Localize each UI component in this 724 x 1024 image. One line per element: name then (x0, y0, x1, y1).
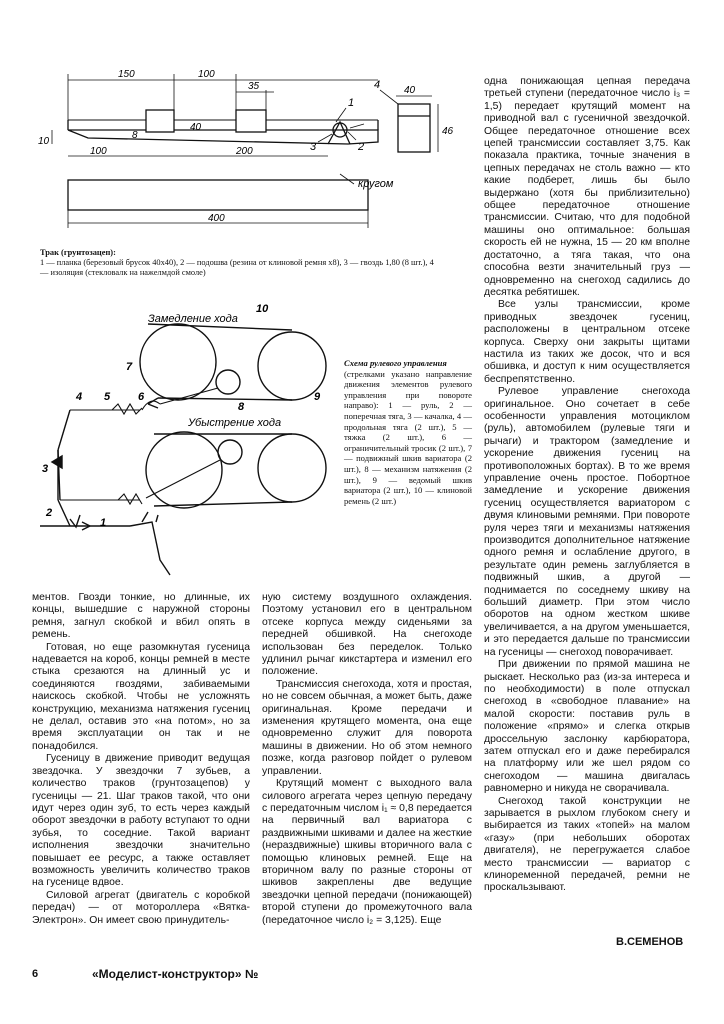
steering-caption-text: (стрелками указано направление движения элементов рулевого управления при повороте направо): 1 — руль, 2 — поперечная тяга, 3 — качалка, 4 — продольная тяга (2 шт.), 5 — тяжка (2 шт.), 6 — ограничительный тросик (2 шт.), 7 — подвижный шкив вариатора (2 шт.), 8 — механизм натяжения (2 шт.), 9 — ведомый шкив вариатора (2 шт.), 10 — клиновой ремень (2 шт.) (344, 368, 472, 506)
callout-2: 2 (358, 141, 365, 153)
dim-8: 8 (132, 130, 138, 141)
dim-150: 150 (118, 69, 135, 80)
label-slowdown: Замедление хода (148, 313, 238, 325)
track-caption (40, 248, 440, 278)
num-3: 3 (42, 463, 49, 475)
track-drawing (28, 60, 484, 236)
paragraph: одна понижающая цепная передача третьей ступени (передаточное число i₃ = 1,5) передает крутящий момент на приводной вал с гусеничной звездочкой. Общее передаточное отношение всех цепей трансмиссии составляет 3,75. Как показала практика, точные значения в цепных передачах не столь важно — кто какие подберет, лишь бы было выдержано (хотя бы приблизительно) общее передаточное отношение трансмиссии. Считаю, что для подобной машины оно оптимальное: большая скорость ей не нужна, 15 — 20 км вполне достаточно, а тяга такая, что она способна везти значительный груз — одновременно на снегоход садились до десятка ребятишек. (484, 76, 690, 298)
dim-400: 400 (208, 213, 225, 224)
dim-40: 40 (190, 122, 202, 133)
dim-100-top: 100 (198, 69, 215, 80)
dim-100-bottom: 100 (90, 146, 107, 157)
page-number: 6 (32, 968, 39, 980)
paragraph: Крутящий момент с выходного вала силового агрегата через цепную передачу с передаточным числом i₁ ≈ 0,8 передается на первичный вал вариатора с раздвижными шкивами и далее на жесткие (нераздвижные) шкивы вторичного вала с помощью клиновых ремней. Еще на вторичном валу по разные стороны от шкивов закреплены две ведущие звездочки цепной передачи (понижающей) второй ступени до промежуточного вала (передаточное число i₂ = 3,125). Еще (262, 778, 472, 926)
num-9: 9 (314, 391, 321, 403)
steering-diagram (30, 300, 340, 585)
paragraph: Все узлы трансмиссии, кроме приводных звездочек гусениц, расположены в центральном отсеке корпуса. Сверху они закрыты щитами настила из таких же досок, что и вся обшивка, и доступ к ним осуществляется беспрепятственно. (484, 299, 690, 385)
paragraph: При движении по прямой машина не рыскает. Несколько раз (из-за интереса и по необходимости) в поле отпускал снегоход в «свободное плавание» на малой скорости: поставив руль в положение «прямо» и слегка открыв дроссельную заслонку карбюратора, затем отпускал его и даже перебирался на платформу или же шел рядом со снегоходом — машина двигалась равномерно и никуда не сворачивала. (484, 659, 690, 795)
steering-caption-title: Схема рулевого управления (344, 358, 447, 368)
track-caption-title: Трак (грунтозацеп): (40, 248, 116, 257)
callout-3: 3 (310, 141, 317, 153)
num-8: 8 (238, 401, 245, 413)
label-krugom: кругом (358, 178, 394, 190)
paragraph: Рулевое управление снегохода оригинальное. Оно сочетает в себе особенности управления мотоциклом (руль), автомобилем (рулевые тяги и рычаги) и трактором (замедление и ускорение движения гусениц на противоположных бортах). В то же время управление очень простое. Побортное замедление и ускорение движения гусениц осуществляется вариатором с двумя клиновыми ремнями. При повороте руля через тяги и механизмы натяжения производится дополнительное натяжение одного ремня и ослабление другого, в результате один ремень заглубляется в подвижный шкив, а другой — поднимается по соседнему шкиву на больший диаметр. При этом число оборотов на одном жестком шкиве увеличивается, а на другом уменьшается, и это передается дальше по трансмиссии на гусеницы — снегоход поворачивает. (484, 386, 690, 658)
num-6: 6 (138, 391, 145, 403)
paragraph: Силовой агрегат (двигатель с коробкой передач) — от мотороллера «Вятка-Электрон». Он имеет свою принудитель- (32, 889, 250, 926)
callout-1: 1 (348, 97, 355, 109)
dim-35: 35 (248, 81, 260, 92)
paragraph: Гусеницу в движение приводит ведущая звездочка. У звездочки 7 зубьев, а количество траков (грунтозацепов) у гусеницы — 21. Шаг траков такой, что они идут через один зуб, то есть через каждый оборот звездочки в работу вступают то одни зубья, то соседние. Такой вариант исполнения звездочки значительно повышает ее ресурс, а также оставляет возможность увеличить количество траков на гусенице вдвое. (32, 753, 250, 889)
paragraph: Трансмиссия снегохода, хотя и простая, но не совсем обычная, а может быть, даже оригинальная. Кроме передачи и изменения крутящего момента, она еще одновременно служит для поворота машины в движении. Но об этом немного позже, когда разговор пойдет о рулевом управлении. (262, 678, 472, 777)
num-5: 5 (104, 391, 111, 403)
text-column-left (32, 592, 250, 927)
track-caption-text: 1 — планка (березовый брусок 40х40), 2 — подошва (резина от клиновой ремня х8), 3 — гвоздь 1,80 (8 шт.), 4 — изоляция (стекловалк на нажелмдой смоле) (40, 258, 434, 277)
paragraph: ную систему воздушного охлаждения. Поэтому установил его в центральном отсеке корпуса между сиденьями за передней обшивкой. На снегоходе использован без переделок. Только удлинил рычаг кикстартера и изменил его положение. (262, 592, 472, 678)
author-signature: В.СЕМЕНОВ (616, 936, 684, 948)
paragraph: Снегоход такой конструкции не зарывается в рыхлом глубоком снегу и выбирается из таких «топей» на малом «газу» (при небольших оборотах двигателя), не перегружается слабое место трансмиссии — вариатор с клиноременной передачей, ремни не проскальзывают. (484, 795, 690, 894)
num-7: 7 (126, 361, 133, 373)
magazine-title: «Моделист-конструктор» № (92, 967, 259, 981)
dim-40-top: 40 (404, 85, 416, 96)
callout-4: 4 (374, 79, 381, 91)
num-10: 10 (256, 303, 269, 315)
dim-46: 46 (442, 126, 454, 137)
dim-200: 200 (236, 146, 253, 157)
label-speedup: Убыстрение хода (188, 417, 282, 429)
num-1: 1 (100, 517, 107, 529)
paragraph: ментов. Гвозди тонкие, но длинные, их концы, вышедшие с наружной стороны ремня, загнул скобкой и вбил опять в ремень. (32, 592, 250, 641)
dim-10: 10 (38, 136, 50, 147)
text-column-middle (262, 592, 472, 927)
num-4: 4 (76, 391, 83, 403)
text-column-right (484, 76, 690, 895)
paragraph: Готовая, но еще разомкнутая гусеница надевается на короб, концы ремней в месте стыка срезаются на длинный ус и соединяются гвоздями, забиваемыми наискось скобкой. Чтобы не усложнять конструкцию, механизма натяжения гусениц не делал, оставив это «на потом», но за время эксплуатации он так и не понадобился. (32, 641, 250, 752)
steering-caption (344, 358, 472, 506)
num-2: 2 (46, 507, 53, 519)
